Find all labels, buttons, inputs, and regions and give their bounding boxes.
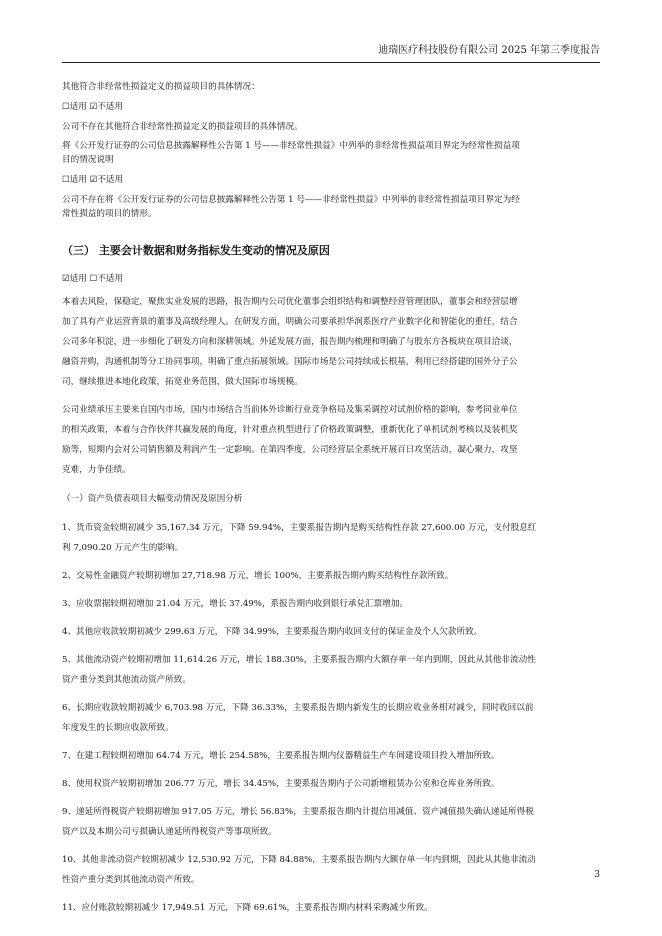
paragraph-line: 的相关政策，本着与合作伙伴共赢发展的角度，针对重点机型进行了价格政策调整，重新优化了单机试剂考核以及装机奖 bbox=[62, 425, 518, 435]
balance-sheet-item-7 bbox=[62, 746, 602, 766]
paragraph-line: 司，继续推进本地化政策，拓宽业务范围，做大国际市场规模。 bbox=[62, 377, 303, 387]
balance-sheet-item-2 bbox=[62, 566, 602, 586]
balance-sheet-item-6 bbox=[62, 698, 602, 738]
section-heading: （三） 主要会计数据和财务指标发生变动的情况及原因 bbox=[62, 244, 330, 257]
nonrecurring-item-line: 将《公开发行证券的公司信息披露解释性公告第 1 号——非经常性损益》中列举的非经常性损益项目界定为经常性损益项 bbox=[62, 141, 520, 151]
item-line: 资产重分类到其他流动资产所致。 bbox=[62, 675, 191, 685]
balance-sheet-item-8 bbox=[62, 774, 602, 794]
nonrecurring-item-line: 目的情况说明 bbox=[62, 155, 114, 165]
paragraph-performance bbox=[62, 400, 602, 480]
item-line: 资产以及本期公司亏损确认递延所得税资产等事项所致。 bbox=[62, 827, 277, 837]
balance-sheet-item-1 bbox=[62, 518, 602, 558]
applicability-checkbox: ☐适用 ☑不适用 bbox=[62, 175, 124, 185]
balance-sheet-item-10 bbox=[62, 850, 602, 890]
paragraph-line: 公司业绩承压主要来自国内市场，国内市场结合当前体外诊断行业竞争格局及集采调控对试剂价格的影响，参考同业单位 bbox=[62, 405, 518, 415]
nonrecurring-note: 公司不存在其他符合非经常性损益定义的损益项目的具体情况。 bbox=[62, 122, 303, 132]
balance-sheet-item-4 bbox=[62, 622, 602, 642]
page-number: 3 bbox=[594, 870, 600, 880]
item-line: 4、其他应收款较期初减少 299.63 万元，下降 34.99%，主要系报告期内收回支付的保证金及个人欠款所致。 bbox=[62, 627, 483, 637]
item-line: 1、货币资金较期初减少 35,167.34 万元，下降 59.94%，主要系报告期内是购买结构性存款 27,600.00 万元，支付股息红 bbox=[62, 523, 537, 533]
nonrecurring-intro: 其他符合非经常性损益定义的损益项目的具体情况： bbox=[62, 82, 260, 92]
item-line: 性资产重分类到其他流动资产所致。 bbox=[62, 875, 200, 885]
page-content bbox=[62, 80, 602, 918]
paragraph-line: 公司多年积淀，进一步细化了研发方向和深耕领域。外延发展方面，报告期内梳理和明确了与股东方各板块在项目洽谈， bbox=[62, 337, 518, 347]
item-line: 3、应收票据较期初增加 21.04 万元，增长 37.49%，系报告期内收到银行承兑汇票增加。 bbox=[62, 599, 409, 609]
nonrecurring-note-line: 常性损益的项目的情形。 bbox=[62, 209, 157, 219]
item-line: 利 7,090.20 万元产生的影响。 bbox=[62, 543, 184, 553]
balance-sheet-item-3 bbox=[62, 594, 602, 614]
item-line: 9、递延所得税资产较期初增加 917.05 万元，增长 56.83%，主要系报告期内计提信用减值、资产减值损失确认递延所得税 bbox=[62, 807, 534, 817]
paragraph-line: 励等，短期内会对公司销售额及利润产生一定影响。在第四季度，公司经营层全系统开展百日攻坚活动，凝心聚力，攻坚 bbox=[62, 445, 518, 455]
item-line: 年度发生的长期应收款所致。 bbox=[62, 723, 174, 733]
paragraph-line: 本着去风险，保稳定，聚焦实业发展的思路，报告期内公司优化董事会组织结构和调整经营管理团队，董事会和经营层增 bbox=[62, 297, 518, 307]
balance-sheet-item-9 bbox=[62, 802, 602, 842]
paragraph-line: 加了具有产业运营背景的董事及高级经理人。在研发方面，明确公司要承担华润系医疗产业数字化和智能化的重任，结合 bbox=[62, 317, 518, 327]
item-line: 7、在建工程较期初增加 64.74 万元，增长 254.58%，主要系报告期内仪器精益生产车间建设项目投入增加所致。 bbox=[62, 751, 500, 761]
item-line: 10、其他非流动资产较期初减少 12,530.92 万元，下降 84.88%，主要系报告期内大额存单一年内到期，因此从其他非流动 bbox=[62, 855, 536, 865]
applicability-checkbox: ☑适用 ☐不适用 bbox=[62, 274, 124, 284]
item-line: 11、应付账款较期初减少 17,949.51 万元，下降 69.61%，主要系报告期内材料采购减少所致。 bbox=[62, 903, 433, 913]
item-line: 2、交易性金融资产较期初增加 27,718.98 万元，增长 100%，主要系报告期内购买结构性存款所致。 bbox=[62, 571, 454, 581]
balance-sheet-item-5 bbox=[62, 650, 602, 690]
sub-heading: （一）资产负债表项目大幅变动情况及原因分析 bbox=[62, 494, 243, 504]
balance-sheet-item-11 bbox=[62, 898, 602, 918]
item-line: 5、其他流动资产较期初增加 11,614.26 万元，增长 188.30%，主要系报告期内大额存单一年内到期，因此从其他非流动性 bbox=[62, 655, 536, 665]
item-line: 6、长期应收款较期初减少 6,703.98 万元，下降 36.33%，主要系报告期内新发生的长期应收业务相对减少，同时收回以前 bbox=[62, 703, 534, 713]
applicability-checkbox: ☐适用 ☑不适用 bbox=[62, 102, 124, 112]
paragraph-strategy bbox=[62, 292, 602, 392]
page-header: 迪瑞医疗科技股份有限公司 2025 年第三季度报告 bbox=[62, 44, 600, 63]
nonrecurring-note-line: 公司不存在将《公开发行证券的公司信息披露解释性公告第 1 号——非经常性损益》中列举的非经常性损益项目界定为经 bbox=[62, 195, 520, 205]
item-line: 8、使用权资产较期初增加 206.77 万元，增长 34.45%，主要系报告期内子公司新增租赁办公室和仓库业务所致。 bbox=[62, 779, 500, 789]
paragraph-line: 融资并购，沟通机制等分工协同事项，明确了重点拓展领域。国际市场是公司持续成长根基，利用已经搭建的国外分子公 bbox=[62, 357, 518, 367]
paragraph-line: 克难，力争佳绩。 bbox=[62, 465, 131, 475]
